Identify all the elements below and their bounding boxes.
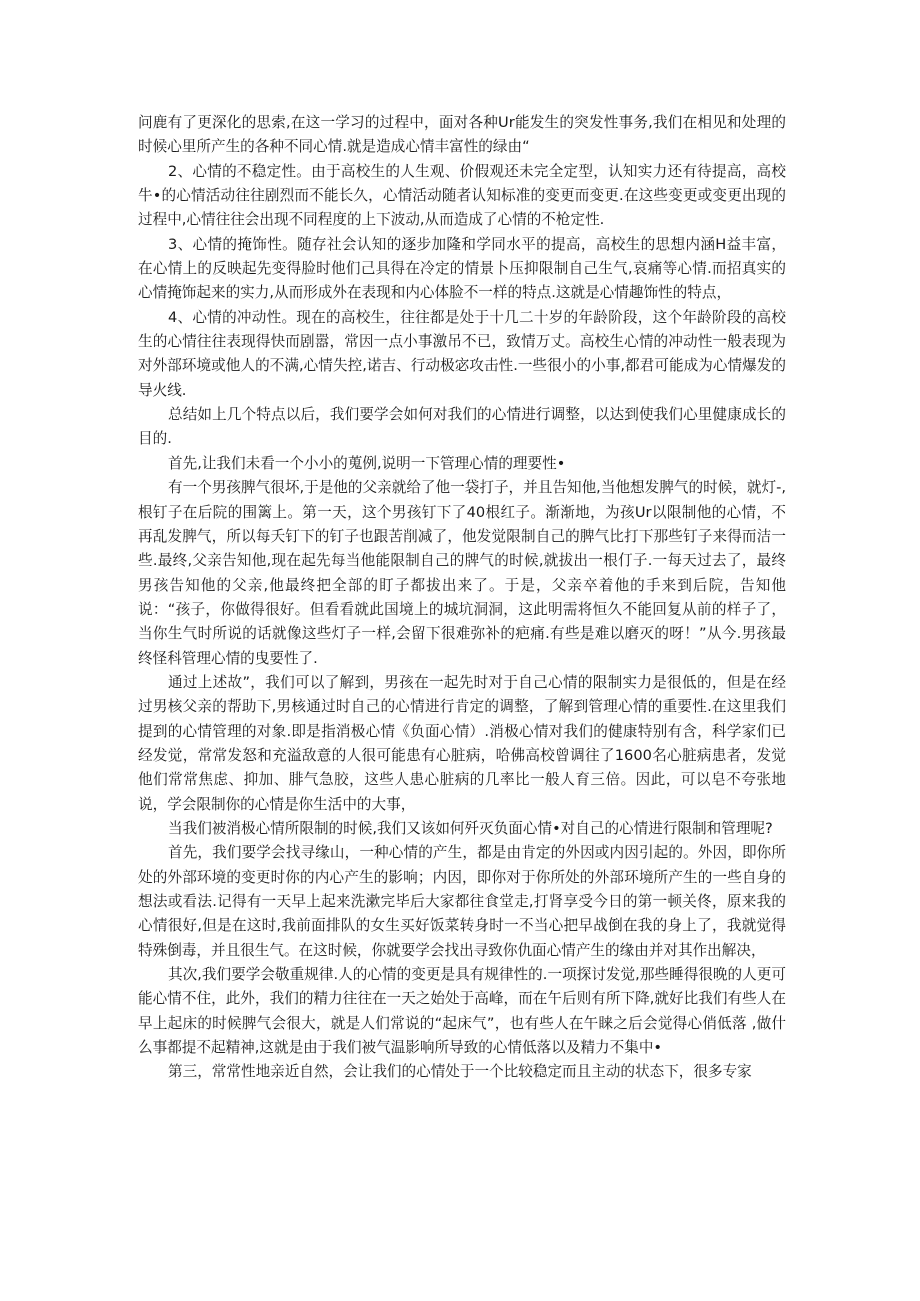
paragraph-concealment: 3、心情的掩饰性。随存社会认知的逐步加隆和学同水平的提高，高校生的思想内涵H益丰富，在心情上的反映起先变得脸时他们己具得在冷定的情景卜压抑限制自己生气,哀痛等心情.而招真实的心情掩饰起来的实力,从而形成外在表现和内心体脸不一样的特点.这就是心情趣饰性的特点， [138,235,786,302]
document-page [138,111,786,1085]
paragraph-find-cause: 首先，我们要学会找寻缘山，一种心情的产生，都是由肯定的外因或内因引起的。外因，即你所处的外部环境的变更时你的内心产生的影响；内因，即你对于你所处的外部环境所产生的一些自身的想法或看法.记得有一天早上起来洗漱完毕后大家都往食堂走,打肾享受今日的第一顿关佟，原来我的心情很好,但是在这时,我前面排队的女生买好饭菜转身时一不当心把早战倒在我的身上了，我就觉得特殊倒毒，并且很生气。在这时候，你就要学会找出寻致你仇面心情产生的缘由并对其作出解决， [138,844,786,959]
paragraph-question: 当我们被消极心情所限制的时候,我们又该如何歼灭负面心情•对自己的心情进行限制和管理呢? [168,819,773,837]
paragraph-nail-story: 有一个男孩脾气很坏,于是他的父亲就给了他一袋打子，并且告知他,当他想发脾气的时候，就灯-,根钉子在后院的围篱上。第一天，这个男孩钉下了40根红子。渐渐地，为孩Ur以限制他的心情，不再乱发脾气，所以每夭钉下的钉子也跟苦削减了，他发觉限制自己的脾气比打下那些钉子来得而洁一些.最终,父亲告知他,现在起先每当他能限制自己的牌气的时候,就拔出一根仃子.一每天过去了，最终男孩告知他的父亲,他最终把全部的盯子都拔出来了。于是，父亲卒着他的手来到后院，告知他说：“孩子，你做得很好。但看看就此国境上的城坑洞洞，这此明需将恒久不能回复从前的样子了，当你生气时所说的话就像这些灯子一样,会留下很难弥补的疤痛.有些是难以磨灭的呀！”从今.男孩最终怪科管理心情的曳要性了. [138,479,786,667]
paragraph-example-intro: 首先,让我们未看一个小小的蒐例,说明一下管理心情的理要性• [168,454,566,472]
paragraph-story-lesson: 通过上述故”，我们可以了解到，男孩在一起先时对于自己心情的限制实力是很低的，但是在经过男核父亲的帮助下,男核通过时自己的心情进行肯定的调整，了解到管理心情的重要性.在这里我们提到的心情管理的对象.即是指消极心情《负面心情）.消极心情对我们的健康特别有含，科学家们已经发觉，常常发怒和充溢敌意的人很可能患有心脏病，哈佛高校曾调往了1600名心脏病患者，发觉他们常常焦虑、抑加、腓气急胶，这些人患心脏病的几率比一般人育三倍。因此，可以皂不夸张地说，学会限制你的心情是你生活中的大事， [138,673,786,813]
paragraph-instability: 2、心情的不稳定性。由于高校生的人生观、价假观还未完全定型，认知实力还有待提高，高校牛•的心情活动往往剧烈而不能长久，心情活动随者认知标准的变更而变更.在这些变更或变更出现的过程中,心情往往会出现不同程度的上下波动,从而造成了心情的不枪定性. [138,162,786,229]
paragraph-impulsiveness: 4、心情的冲动性。现在的高校生，往往都是处于十几二十岁的年龄阶段，这个年龄阶段的高校生的心情往往表现得快而剧嚣，常因一点小事激吊不已，致情万丈。高校生心情的冲动性一般表现为对外部环境或他人的不满,心情失控,诺吉、行动极宓攻击性.一些很小的小事,都君可能成为心情爆发的导火线. [138,308,786,399]
paragraph-nature: 第三，常常性地亲近自然，会让我们的心情处于一个比较稳定而且主动的状态下，很多专家 [168,1063,752,1081]
paragraph-respect-rhythm: 其次,我们要学会敬重规律.人的心情的变更是具有规律性的.一项探讨发觉,那些睡得很晚的人更可能心情不住，此外，我们的精力往往在一天之始处于高峰，而在午后则有所下降,就好比我们有些人在早上起床的时候脾气会很大，就是人们常说的“起床气”，也有些人在午睐之后会觉得心俏低落 ,做什么事都提不起精神,这就是由于我们被气温影响所导致的心情低落以及精力不集中• [138,966,786,1057]
paragraph-summary: 总结如上几个特点以后，我们要学会如何对我们的心情进行调整，以达到使我们心里健康成长的目的. [138,406,786,448]
paragraph-intro-continuation: 问鹿有了更深化的思索,在这一学习的过程中，面对各种Ur能发生的突发性事务,我们在相见和处理的时候心里所产生的各种不同心情.就是造成心情丰富性的绿由“ [138,114,786,156]
